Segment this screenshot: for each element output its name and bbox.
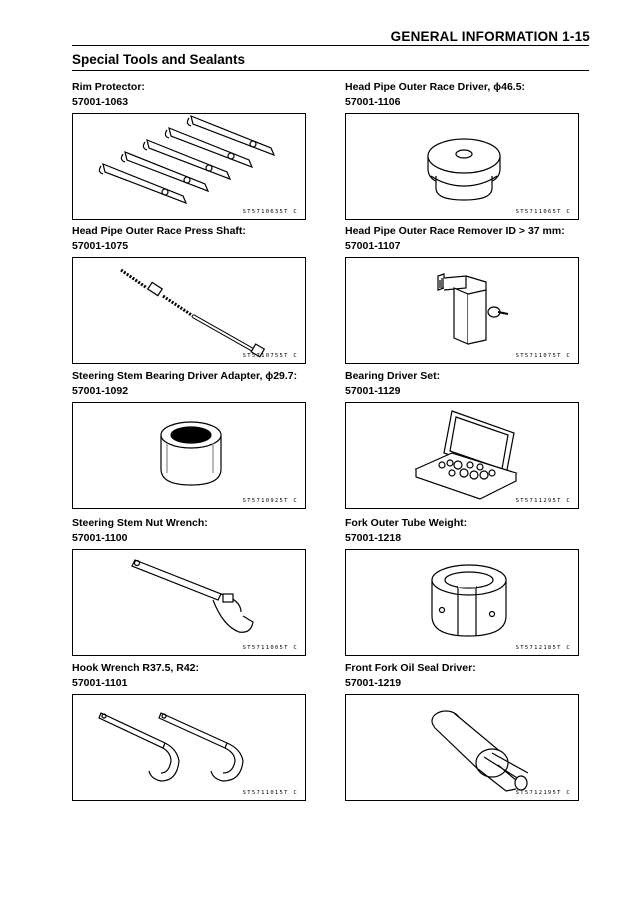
tool-name: Front Fork Oil Seal Driver: [345,662,476,674]
tool-name: Hook Wrench R37.5, R42: [72,662,200,674]
tool-entry-nut-wrench [72,516,318,656]
tool-illustration-frame [72,402,306,509]
tube-weight-icon [346,550,578,655]
tool-name: Head Pipe Outer Race Remover ID > 37 mm: [345,225,565,237]
nut-wrench-icon [73,550,305,655]
figure-code: ST5711065T C [515,209,571,215]
tool-part-number: 57001-1107 [345,240,401,252]
oil-seal-driver-icon [346,695,578,800]
tool-entry-race-remover [345,224,591,364]
tool-entry-rim-protector [72,80,318,220]
header-divider [72,45,589,46]
tool-illustration-frame [345,549,579,656]
tool-illustration-frame [72,694,306,801]
figure-code: ST5711295T C [515,498,571,504]
race-driver-icon [346,114,578,219]
bearing-driver-set-icon [346,403,578,508]
tool-name: Steering Stem Bearing Driver Adapter, ϕ29.7: [72,370,298,382]
tool-name: Head Pipe Outer Race Press Shaft: [72,225,246,237]
tool-name: Rim Protector: [72,81,145,93]
driver-adapter-icon [73,403,305,508]
tool-part-number: 57001-1129 [345,385,401,397]
tool-part-number: 57001-1063 [72,96,129,108]
section-divider [72,70,589,71]
race-remover-icon [346,258,578,363]
figure-code: ST5710755T C [242,353,298,359]
tool-entry-race-driver [345,80,591,220]
tool-name: Fork Outer Tube Weight: [345,517,468,529]
tool-illustration-frame [72,257,306,364]
hook-wrench-icon [73,695,305,800]
tool-entry-oil-seal-driver [345,661,591,801]
tool-part-number: 57001-1219 [345,677,402,689]
figure-code: ST5711015T C [242,790,298,796]
tool-illustration-frame [345,257,579,364]
tool-part-number: 57001-1092 [72,385,129,397]
tool-illustration-frame [72,113,306,220]
tool-illustration-frame [345,402,579,509]
tool-illustration-frame [345,694,579,801]
tool-part-number: 57001-1218 [345,532,402,544]
tool-part-number: 57001-1075 [72,240,129,252]
tool-entry-bearing-driver-set [345,369,591,509]
figure-code: ST5710925T C [242,498,298,504]
page-header-title: GENERAL INFORMATION 1-15 [390,29,590,44]
tool-part-number: 57001-1101 [72,677,128,689]
figure-code: ST5710635T C [242,209,298,215]
press-shaft-icon [73,258,305,363]
tool-entry-hook-wrench [72,661,318,801]
tool-name: Steering Stem Nut Wrench: [72,517,208,529]
tool-entry-driver-adapter [72,369,318,509]
figure-code: ST5711075T C [515,353,571,359]
tool-name: Bearing Driver Set: [345,370,441,382]
tool-illustration-frame [72,549,306,656]
rim-protector-icon [73,114,305,219]
figure-code: ST5712185T C [515,645,571,651]
tool-name: Head Pipe Outer Race Driver, ϕ46.5: [345,81,526,93]
tool-illustration-frame [345,113,579,220]
tool-entry-tube-weight [345,516,591,656]
section-title: Special Tools and Sealants [72,52,246,67]
figure-code: ST5712195T C [515,790,571,796]
tool-entry-press-shaft [72,224,318,364]
tool-part-number: 57001-1100 [72,532,128,544]
figure-code: ST5711005T C [242,645,298,651]
tool-part-number: 57001-1106 [345,96,401,108]
